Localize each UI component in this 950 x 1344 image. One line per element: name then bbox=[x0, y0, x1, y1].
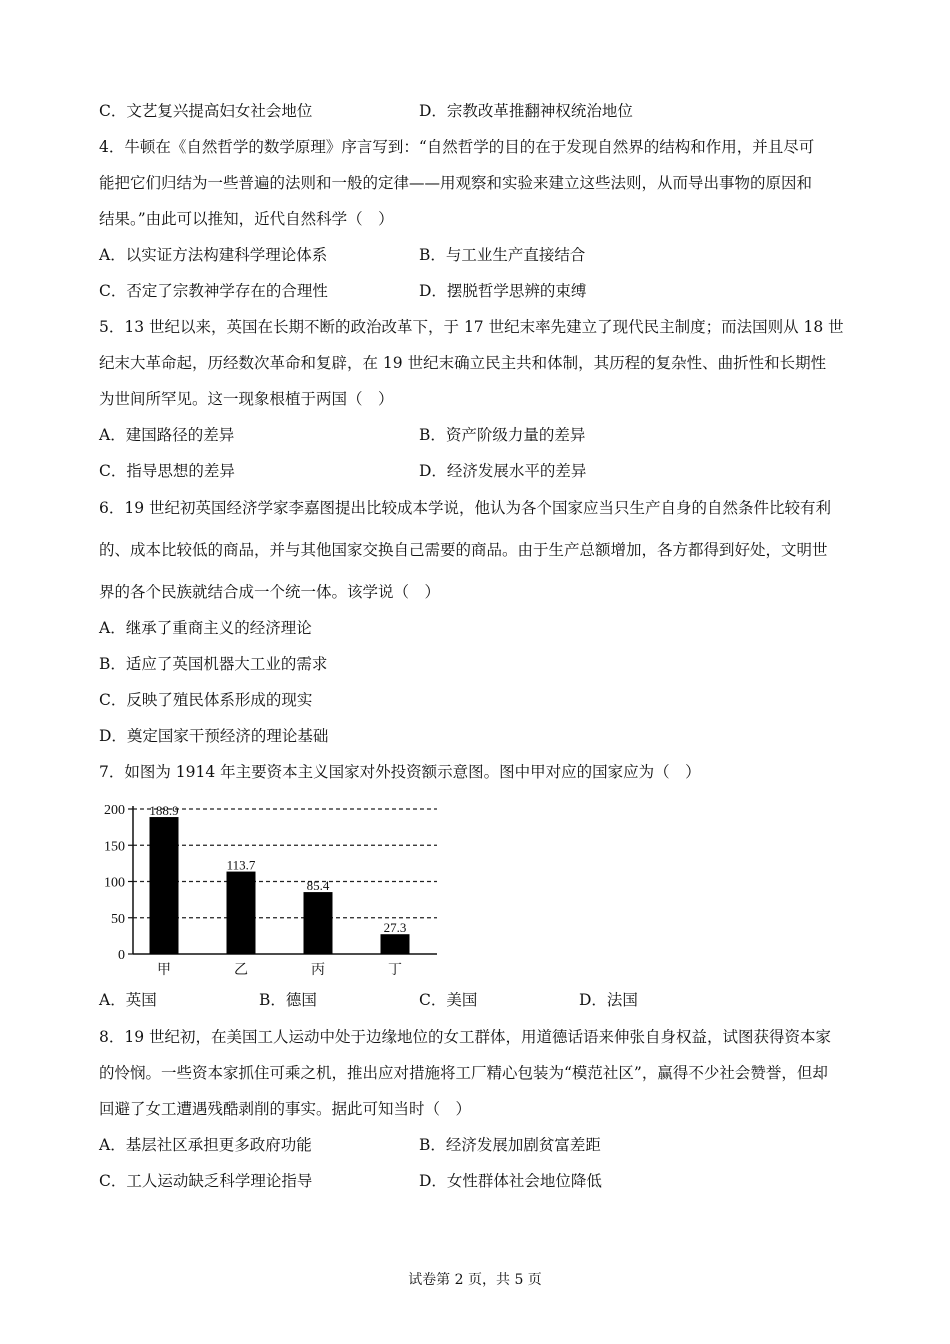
q6-option-a: A．继承了重商主义的经济理论 bbox=[99, 619, 312, 637]
q8-stem-line-2: 的怜悯。一些资本家抓住可乘之机，推出应对措施将工厂精心包装为“模范社区”，赢得不少社会赞誉，但却 bbox=[99, 1064, 828, 1082]
q8-option-a: A．基层社区承担更多政府功能 bbox=[99, 1136, 312, 1154]
data-label: 85.4 bbox=[306, 878, 330, 894]
q5-option-a: A．建国路径的差异 bbox=[99, 426, 235, 444]
investment-bar-chart bbox=[95, 796, 445, 978]
category-label: 甲 bbox=[157, 963, 171, 978]
q6-stem-line-3: 界的各个民族就结合成一个统一体。该学说（ ） bbox=[99, 583, 441, 601]
category-label: 丁 bbox=[388, 963, 402, 978]
q6-stem-line-1: 6．19 世纪初英国经济学家李嘉图提出比较成本学说，他认为各个国家应当只生产自身的自然条件比较有利 bbox=[99, 499, 832, 517]
q8-stem-line-1: 8．19 世纪初，在美国工人运动中处于边缘地位的女工群体，用道德话语来伸张自身权益，试图获得资本家 bbox=[99, 1028, 832, 1046]
q8-option-b: B．经济发展加剧贫富差距 bbox=[419, 1136, 601, 1154]
y-tick-label: 150 bbox=[104, 839, 125, 855]
q3-option-c: C．文艺复兴提高妇女社会地位 bbox=[99, 102, 313, 120]
q5-option-c: C．指导思想的差异 bbox=[99, 462, 235, 480]
y-tick-label: 200 bbox=[104, 803, 125, 818]
bar-乙 bbox=[227, 872, 256, 954]
y-tick-label: 100 bbox=[104, 875, 125, 891]
q8-option-d: D．女性群体社会地位降低 bbox=[419, 1172, 602, 1190]
q8-stem-line-3: 回避了女工遭遇残酷剥削的事实。据此可知当时（ ） bbox=[99, 1100, 472, 1118]
q8-option-c: C．工人运动缺乏科学理论指导 bbox=[99, 1172, 313, 1190]
q5-option-b: B．资产阶级力量的差异 bbox=[419, 426, 586, 444]
category-label: 丙 bbox=[311, 963, 325, 978]
page-footer: 试卷第 2 页，共 5 页 bbox=[408, 1272, 542, 1288]
q7-option-d: D．法国 bbox=[579, 991, 638, 1009]
q6-option-c: C．反映了殖民体系形成的现实 bbox=[99, 691, 313, 709]
q5-stem-line-2: 纪末大革命起，历经数次革命和复辟，在 19 世纪末确立民主共和体制，其历程的复杂性、曲折性和长期性 bbox=[99, 354, 827, 372]
q4-stem-line-3: 结果。”由此可以推知，近代自然科学（ ） bbox=[99, 210, 394, 228]
q4-option-b: B．与工业生产直接结合 bbox=[419, 246, 586, 264]
bar-丙 bbox=[304, 892, 333, 954]
data-label: 27.3 bbox=[383, 920, 407, 936]
y-tick-label: 50 bbox=[111, 911, 125, 927]
q4-stem-line-2: 能把它们归结为一些普遍的法则和一般的定律——用观察和实验来建立这些法则，从而导出事物的原因和 bbox=[99, 174, 813, 192]
q5-option-d: D．经济发展水平的差异 bbox=[419, 462, 587, 480]
q7-option-a: A．英国 bbox=[99, 991, 157, 1009]
q6-option-d: D．奠定国家干预经济的理论基础 bbox=[99, 727, 329, 745]
category-label: 乙 bbox=[234, 963, 248, 978]
q5-stem-line-1: 5．13 世纪以来，英国在长期不断的政治改革下，于 17 世纪末率先建立了现代民主制度；而法国则从 18 世 bbox=[99, 318, 844, 336]
q3-option-d: D．宗教改革推翻神权统治地位 bbox=[419, 102, 633, 120]
y-tick-label: 0 bbox=[118, 948, 125, 963]
q4-stem-line-1: 4．牛顿在《自然哲学的数学原理》序言写到：“自然哲学的目的在于发现自然界的结构和作用，并且尽可 bbox=[99, 138, 815, 156]
q4-option-d: D．摆脱哲学思辨的束缚 bbox=[419, 282, 587, 300]
data-label: 113.7 bbox=[226, 857, 256, 873]
data-label: 188.9 bbox=[149, 803, 179, 819]
q6-stem-line-2: 的、成本比较低的商品，并与其他国家交换自己需要的商品。由于生产总额增加，各方都得到好处，文明世 bbox=[99, 541, 828, 559]
q4-option-c: C．否定了宗教神学存在的合理性 bbox=[99, 282, 328, 300]
q5-stem-line-3: 为世间所罕见。这一现象根植于两国（ ） bbox=[99, 390, 394, 408]
bar-甲 bbox=[150, 817, 179, 954]
q7-stem: 7．如图为 1914 年主要资本主义国家对外投资额示意图。图中甲对应的国家应为（ ） bbox=[99, 763, 701, 781]
q7-option-c: C．美国 bbox=[419, 991, 478, 1009]
q6-option-b: B．适应了英国机器大工业的需求 bbox=[99, 655, 328, 673]
q7-option-b: B．德国 bbox=[259, 991, 317, 1009]
bar-丁 bbox=[381, 934, 410, 954]
q4-option-a: A．以实证方法构建科学理论体系 bbox=[99, 246, 328, 264]
